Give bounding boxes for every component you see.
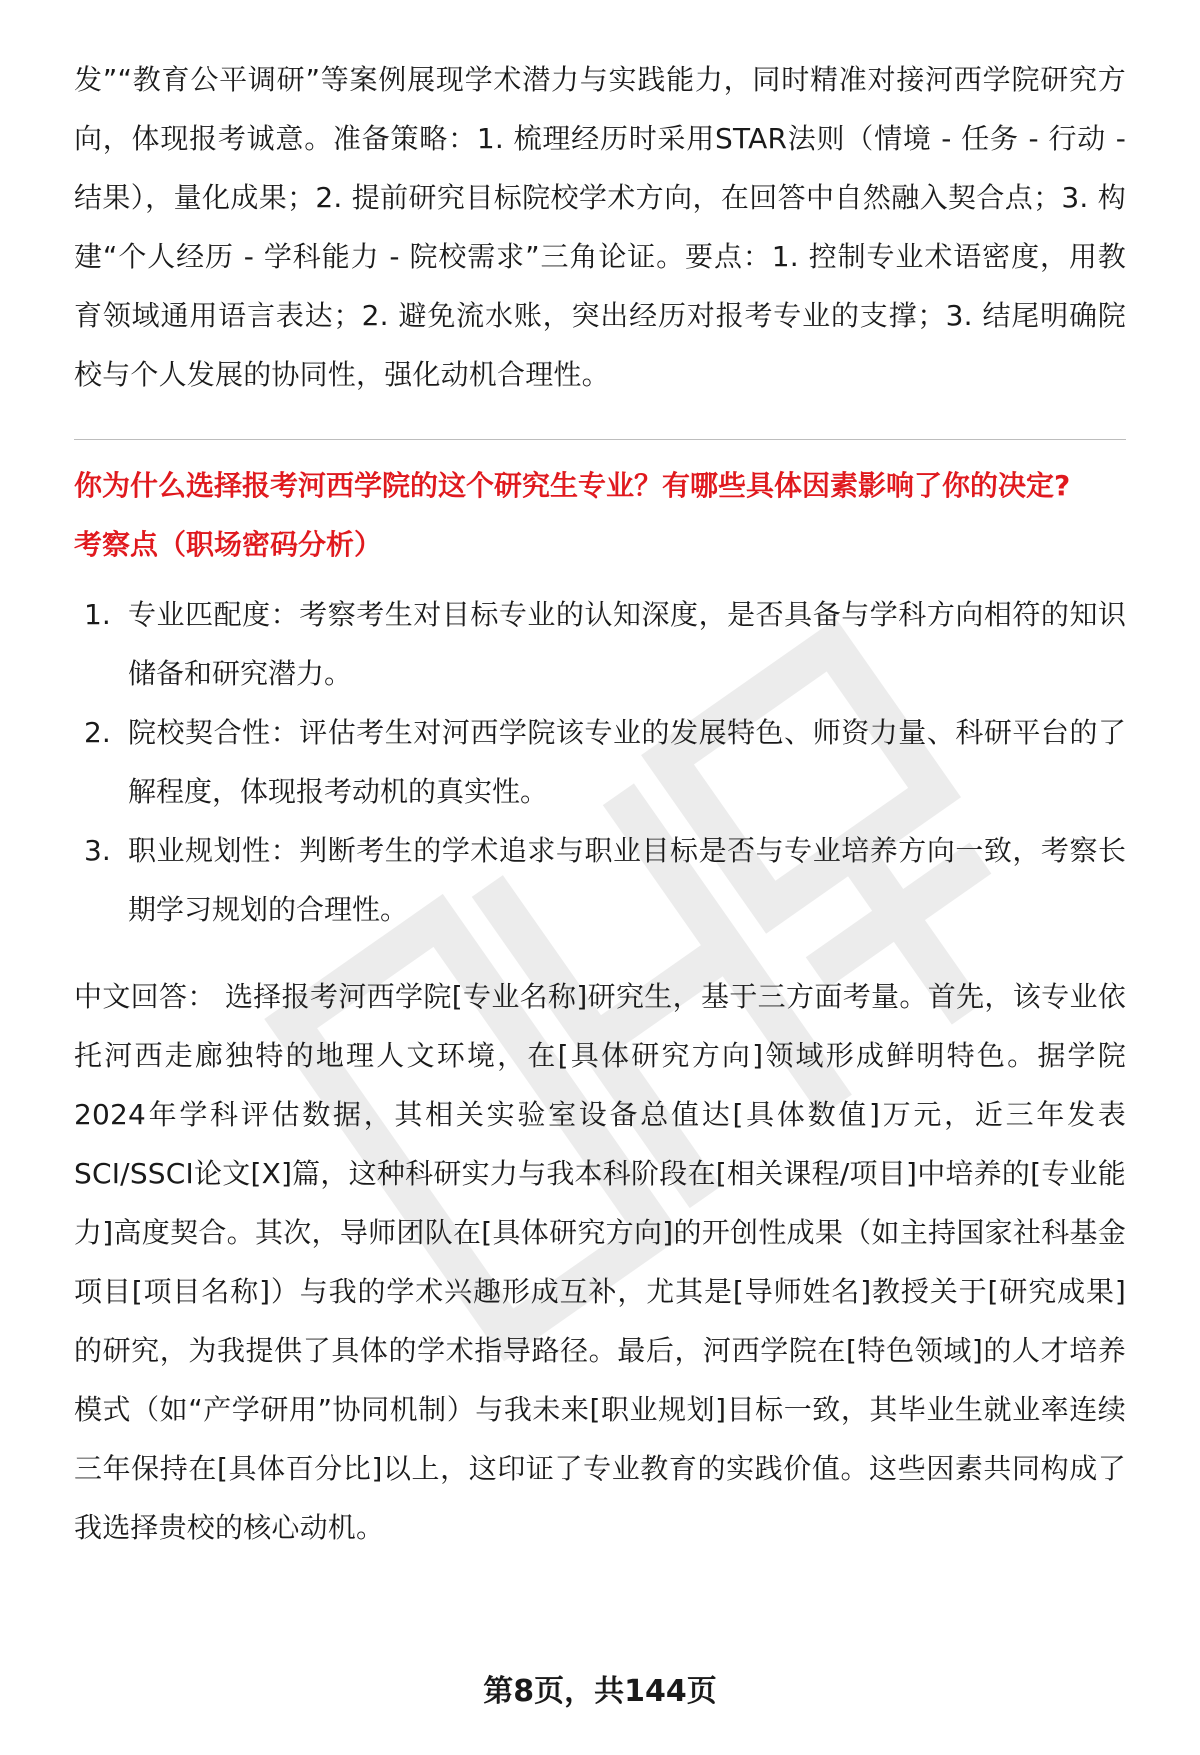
- list-item-text: 职业规划性：判断考生的学术追求与职业目标是否与专业培养方向一致，考察长期学习规划的合理性。: [128, 834, 1126, 926]
- analysis-heading: 考察点（职场密码分析）: [74, 528, 383, 561]
- question-heading: 你为什么选择报考河西学院的这个研究生专业？有哪些具体因素影响了你的决定?: [74, 469, 1071, 502]
- document-page: [74, 50, 1126, 1557]
- list-item-number: 2.: [84, 716, 111, 749]
- intro-paragraph: 发”“教育公平调研”等案例展现学术潜力与实践能力，同时精准对接河西学院研究方向，体现报考诚意。准备策略：1. 梳理经历时采用STAR法则（情境 - 任务 - 行动 - 结果），量化成果；2. 提前研究目标院校学术方向，在回答中自然融入契合点；3. 构建“个人经历 - 学科能力 - 院校需求”三角论证。要点：1. 控制专业术语密度，用教育领域通用语言表达；2. 避免流水账，突出经历对报考专业的支撑；3. 结尾明确院校与个人发展的协同性，强化动机合理性。: [74, 63, 1126, 391]
- answer-paragraph: 中文回答： 选择报考河西学院[专业名称]研究生，基于三方面考量。首先，该专业依托河西走廊独特的地理人文环境，在[具体研究方向]领域形成鲜明特色。据学院2024年学科评估数据，其相关实验室设备总值达[具体数值]万元，近三年发表SCI/SSCI论文[X]篇，这种科研实力与我本科阶段在[相关课程/项目]中培养的[专业能力]高度契合。其次，导师团队在[具体研究方向]的开创性成果（如主持国家社科基金项目[项目名称]）与我的学术兴趣形成互补，尤其是[导师姓名]教授关于[研究成果]的研究，为我提供了具体的学术指导路径。最后，河西学院在[特色领域]的人才培养模式（如“产学研用”协同机制）与我未来[职业规划]目标一致，其毕业生就业率连续三年保持在[具体百分比]以上，这印证了专业教育的实践价值。这些因素共同构成了我选择贵校的核心动机。: [74, 980, 1126, 1544]
- list-item-text: 院校契合性：评估考生对河西学院该专业的发展特色、师资力量、科研平台的了解程度，体现报考动机的真实性。: [128, 716, 1126, 808]
- list-item: [74, 703, 1126, 821]
- list-item: [74, 821, 1126, 939]
- list-item: [74, 585, 1126, 703]
- list-item-text: 专业匹配度：考察考生对目标专业的认知深度，是否具备与学科方向相符的知识储备和研究潜力。: [128, 598, 1126, 690]
- analysis-points-list: [74, 585, 1126, 939]
- list-item-number: 1.: [84, 598, 111, 631]
- list-item-number: 3.: [84, 834, 111, 867]
- page-number-footer: 第8页，共144页: [483, 1674, 717, 1709]
- section-divider: [74, 439, 1126, 440]
